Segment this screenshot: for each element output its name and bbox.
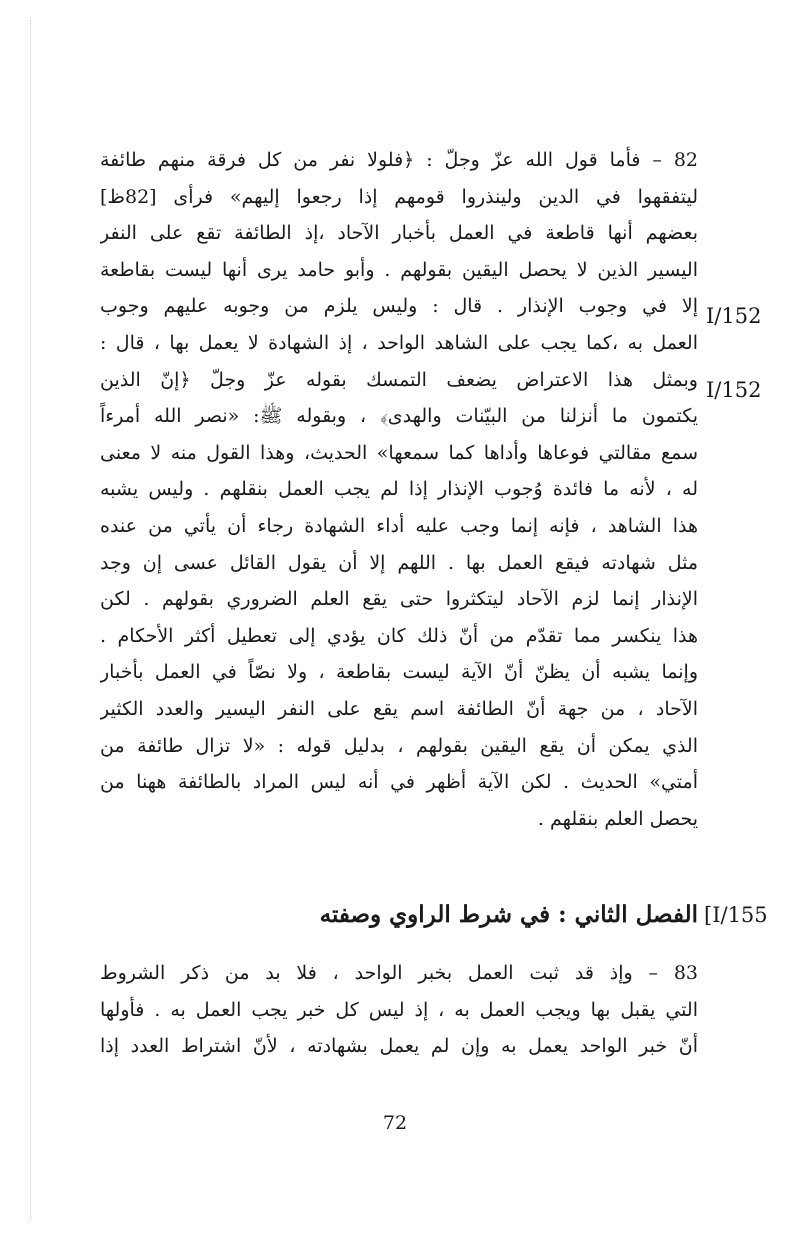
chapter-heading: الفصل الثاني : في شرط الراوي وصفته bbox=[319, 901, 698, 928]
page-number: 72 bbox=[382, 1112, 408, 1134]
text-line: الآحاد ، من جهة أنّ الطائفة اسم يقع على النفر اليسير والعدد الكثير bbox=[100, 697, 698, 720]
text-line: إلا في وجوب الإنذار . قال : وليس يلزم من وجوبه عليهم وجوب bbox=[100, 295, 698, 318]
text-line: 82 – فأما قول الله عزّ وجلّ : ﴿فلولا نفر من كل فرقة منهم طائفة bbox=[100, 149, 698, 171]
paragraph-82 bbox=[100, 142, 698, 837]
text-line: وإنما يشبه أن يظنّ أنّ الآية ليست بقاطعة ، ولا نصّاً في العمل بأخبار bbox=[100, 661, 698, 684]
text-line: بعضهم أنها قاطعة في العمل بأخبار الآحاد ،إذ الطائفة تقع على النفر bbox=[100, 222, 698, 245]
text-line: أمتي» الحديث . لكن الآية أظهر في أنه ليس المراد بالطائفة ههنا من bbox=[100, 771, 698, 794]
text-line: الذي يمكن أن يقع اليقين بقولهم ، بدليل قوله : «لا تزال طائفة من bbox=[100, 734, 698, 757]
margin-reference: I/152 bbox=[706, 304, 762, 328]
margin-reference: I/152 bbox=[706, 378, 762, 402]
text-line: له ، لأنه ما فائدة وُجوب الإنذار إذا لم يجب العمل بنقلهم . وليس يشبه bbox=[100, 478, 698, 501]
text-line: ليتفقهوا في الدين ولينذروا قومهم إذا رجعوا إليهم» فرأى [82ظ] bbox=[100, 185, 698, 208]
text-line: أنّ خبر الواحد يعمل به وإن لم يعمل بشهادته ، لأنّ اشتراط العدد إذا bbox=[100, 1035, 698, 1058]
paragraph-83 bbox=[100, 955, 698, 1065]
text-line: مثل شهادته فيقع العمل بها . اللهم إلا أن يقول القائل عسى إن وجد bbox=[100, 551, 698, 574]
text-line: العمل به ،كما يجب على الشاهد الواحد ، إذ الشهادة لا يعمل بها ، قال : bbox=[100, 331, 698, 354]
text-line: هذا ينكسر مما تقدّم من أنّ ذلك كان يؤدي إلى تعطيل أكثر الأحكام . bbox=[100, 624, 698, 647]
text-line: يحصل العلم بنقلهم . bbox=[537, 807, 698, 830]
text-line: سمع مقالتي فوعاها وأداها كما سمعها» الحديث، وهذا القول منه لا معنى bbox=[100, 441, 698, 464]
text-line: هذا الشاهد ، فإنه إنما وجب عليه أداء الشهادة رجاء أن يأتي من عنده bbox=[100, 514, 698, 537]
margin-reference: [I/155 bbox=[704, 903, 768, 927]
page-edge-shadow bbox=[30, 20, 31, 1220]
text-line: التي يقبل بها ويجب العمل به ، إذ ليس كل خبر يجب العمل به . فأولها bbox=[100, 998, 698, 1021]
text-line: وبمثل هذا الاعتراض يضعف التمسك بقوله عزّ وجلّ ﴿إنّ الذين bbox=[100, 368, 698, 391]
text-line: اليسير الذين لا يحصل اليقين بقولهم . وأبو حامد يرى أنها ليست بقاطعة bbox=[100, 258, 698, 281]
text-line: 83 – وإذ قد ثبت العمل بخبر الواحد ، فلا بد من ذكر الشروط bbox=[100, 962, 698, 984]
text-line: الإنذار إنما لزم الآحاد ليتكثروا حتى يقع العلم الضروري بقولهم . لكن bbox=[100, 588, 698, 611]
text-line: يكتمون ما أنزلنا من البيّنات والهدى﴾ ، وبقوله ﷺ: «نصر الله أمرءاً bbox=[100, 405, 698, 428]
